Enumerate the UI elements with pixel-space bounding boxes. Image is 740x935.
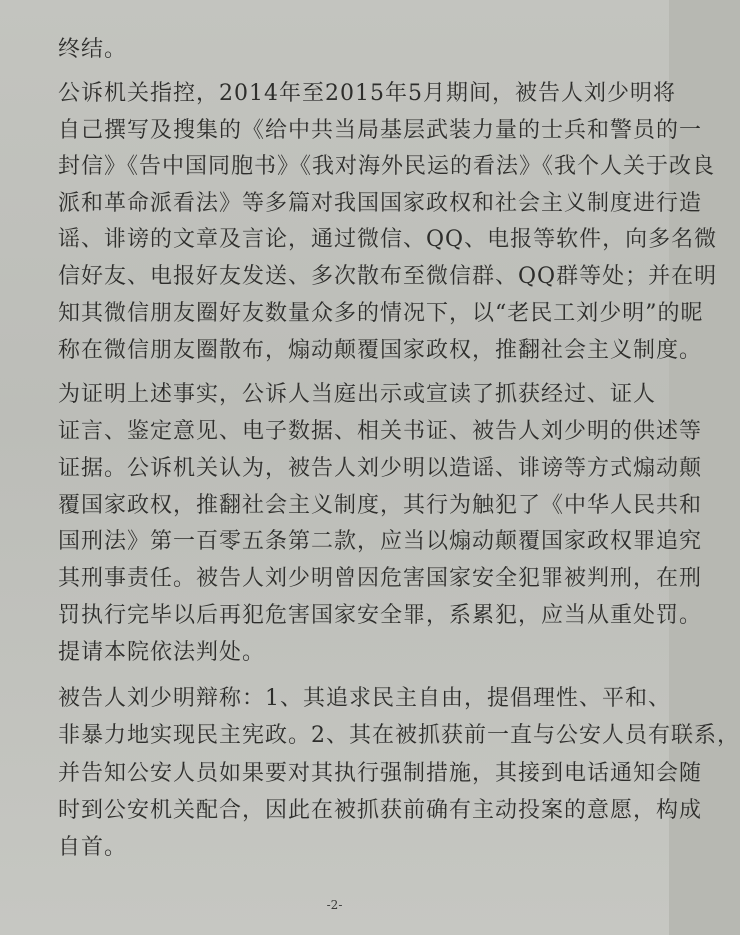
- text-line: 提请本院依法判处。: [58, 640, 266, 665]
- text-line: 非暴力地实现民主宪政。2、其在被抓获前一直与公安人员有联系，: [58, 723, 740, 748]
- text-line: 覆国家政权，推翻社会主义制度，其行为触犯了《中华人民共和: [58, 493, 703, 518]
- text-line: 信好友、电报好友发送、多次散布至微信群、QQ群等处；并在明: [58, 264, 718, 289]
- text-line: 自首。: [58, 835, 128, 860]
- text-line: 并告知公安人员如果要对其执行强制措施，其接到电话通知会随: [58, 761, 703, 786]
- text-line: 证言、鉴定意见、电子数据、相关书证、被告人刘少明的供述等: [58, 419, 703, 444]
- text-line: 终结。: [58, 37, 128, 62]
- text-line: 公诉机关指控，2014年至2015年5月期间，被告人刘少明将: [58, 81, 676, 106]
- page-number: -2-: [326, 898, 343, 912]
- text-line: 称在微信朋友圈散布，煽动颠覆国家政权，推翻社会主义制度。: [58, 338, 703, 363]
- text-line: 国刑法》第一百零五条第二款，应当以煽动颠覆国家政权罪追究: [58, 529, 703, 554]
- text-line: 时到公安机关配合，因此在被抓获前确有主动投案的意愿，构成: [58, 798, 703, 823]
- text-line: 证据。公诉机关认为，被告人刘少明以造谣、诽谤等方式煽动颠: [58, 456, 703, 481]
- text-line: 自己撰写及搜集的《给中共当局基层武装力量的士兵和警员的一: [58, 118, 703, 143]
- text-line: 知其微信朋友圈好友数量众多的情况下，以“老民工刘少明”的昵: [58, 301, 704, 326]
- text-line: 罚执行完毕以后再犯危害国家安全罪，系累犯，应当从重处罚。: [58, 603, 703, 628]
- text-line: 派和革命派看法》等多篇对我国国家政权和社会主义制度进行造: [58, 191, 703, 216]
- text-line: 封信》《告中国同胞书》《我对海外民运的看法》《我个人关于改良: [58, 154, 716, 179]
- text-line: 为证明上述事实，公诉人当庭出示或宣读了抓获经过、证人: [58, 382, 657, 407]
- text-line: 被告人刘少明辩称：1、其追求民主自由，提倡理性、平和、: [58, 686, 671, 711]
- text-line: 其刑事责任。被告人刘少明曾因危害国家安全犯罪被判刑，在刑: [58, 566, 703, 591]
- text-line: 谣、诽谤的文章及言论，通过微信、QQ、电报等软件，向多名微: [58, 227, 718, 252]
